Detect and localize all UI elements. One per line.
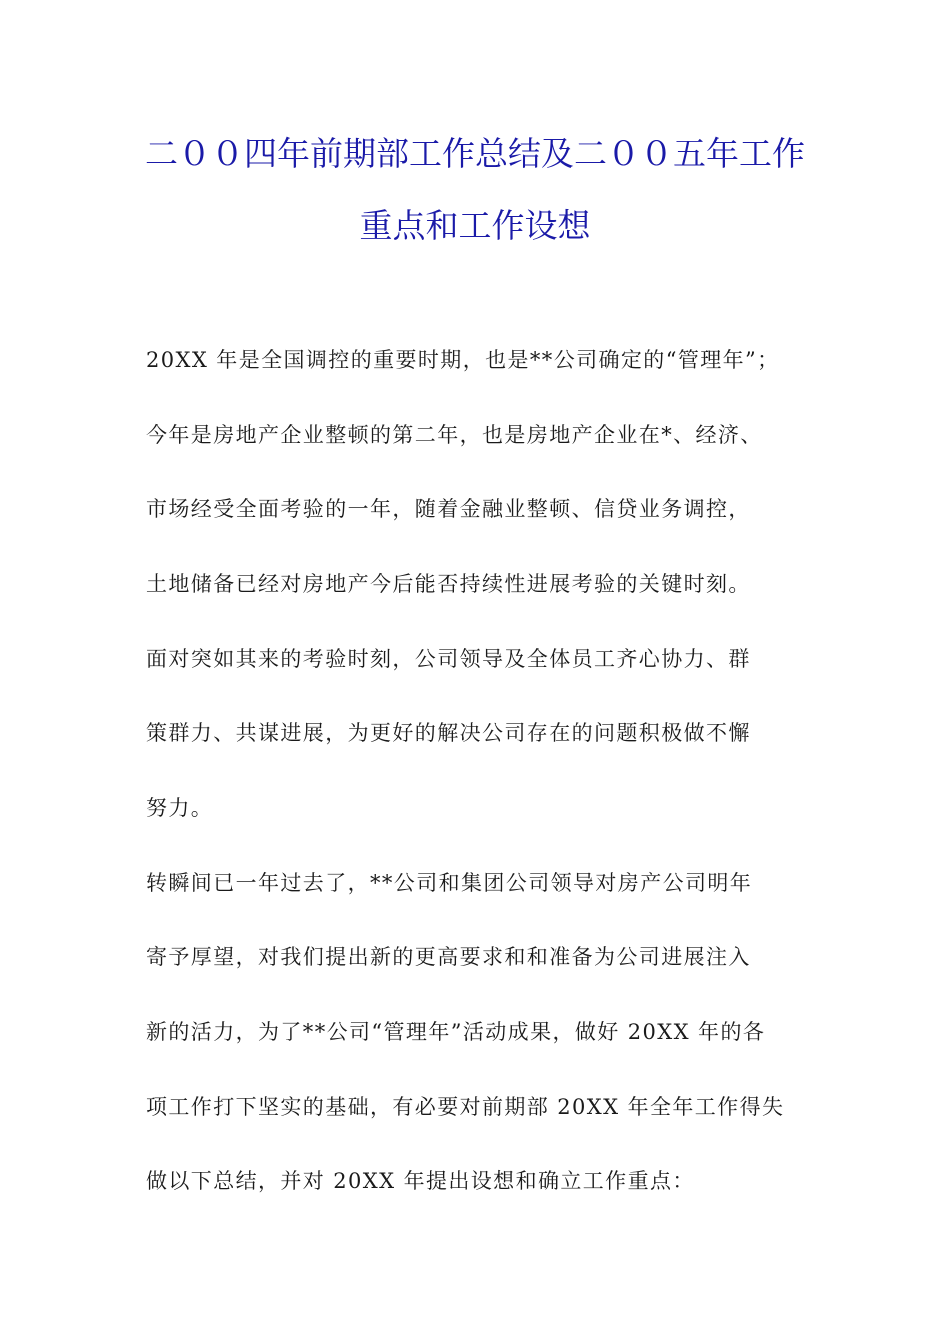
body-text-line: 市场经受全面考验的一年，随着金融业整顿、信贷业务调控， bbox=[146, 497, 751, 521]
body-text-line: 20XX 年是全国调控的重要时期，也是**公司确定的“管理年”； bbox=[146, 348, 780, 372]
body-text-line: 今年是房地产企业整顿的第二年，也是房地产企业在*、经济、 bbox=[146, 423, 763, 447]
document-title-line-1: 二００四年前期部工作总结及二００五年工作 bbox=[145, 134, 805, 173]
document-title-line-2: 重点和工作设想 bbox=[359, 206, 591, 245]
body-text-line: 项工作打下坚实的基础，有必要对前期部 20XX 年全年工作得失 bbox=[146, 1095, 785, 1119]
body-text-line: 做以下总结，并对 20XX 年提出设想和确立工作重点： bbox=[146, 1169, 695, 1193]
body-text-line: 面对突如其来的考验时刻，公司领导及全体员工齐心协力、群 bbox=[146, 647, 751, 671]
body-text-line: 努力。 bbox=[146, 796, 214, 820]
body-text-line: 转瞬间已一年过去了，**公司和集团公司领导对房产公司明年 bbox=[146, 871, 753, 895]
body-text-line: 策群力、共谋进展，为更好的解决公司存在的问题积极做不懈 bbox=[146, 721, 751, 745]
body-text-line: 土地储备已经对房地产今后能否持续性进展考验的关键时刻。 bbox=[146, 572, 751, 596]
body-text-line: 新的活力，为了**公司“管理年”活动成果，做好 20XX 年的各 bbox=[146, 1020, 766, 1044]
body-text-line: 寄予厚望，对我们提出新的更高要求和和准备为公司进展注入 bbox=[146, 945, 751, 969]
